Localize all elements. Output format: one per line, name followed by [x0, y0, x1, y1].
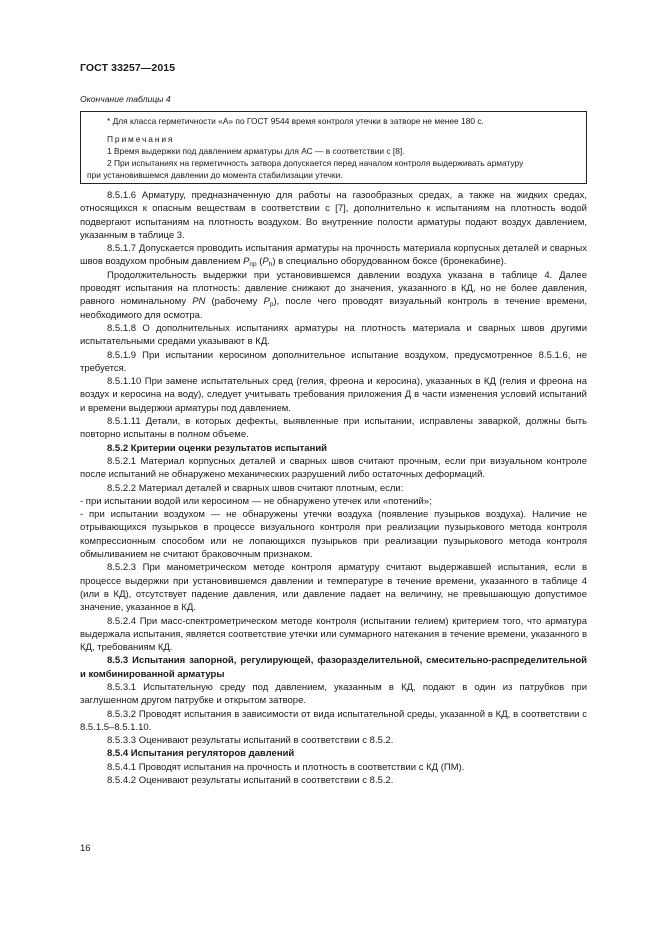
section-heading-8-5-4: 8.5.4 Испытания регуляторов давлений	[107, 748, 295, 760]
paragraph-8-5-1-7: 8.5.1.7 Допускается проводить испытания арматуры на прочность материала корпусных деталей и сварных швов воздухом пробным давлением $P_{пр}$ $(P_h)$ в специально оборудованном боксе (бронекабине).	[80, 243, 587, 269]
paragraph-8-5-2-1: 8.5.2.1 Материал корпусных деталей и сварных швов считают прочным, если при визуальном контроле после испытаний не обнаружено механических разрушений либо остаточных деформаций.	[80, 455, 587, 481]
notes-title: Примечания	[107, 134, 175, 144]
paragraph-8-5-4-1: 8.5.4.1 Проводят испытания на прочность и плотность в соответствии с КД (ПМ).	[107, 761, 465, 773]
paragraph-8-5-3-2: 8.5.3.2 Проводят испытания в зависимости от вида испытательной среды, указанной в КД, в соответствии с 8.5.1.5–8.5.1.10.	[80, 708, 587, 733]
paragraph-8-5-1-9: 8.5.1.9 При испытании керосином дополнительное испытание воздухом, предусмотренное 8.5.1.6, не требуется.	[80, 349, 587, 374]
table-footnote: * Для класса герметичности «А» по ГОСТ 9544 время контроля утечки в затворе не менее 180 с.	[107, 116, 484, 126]
page-number: 16	[80, 843, 91, 854]
paragraph-8-5-3-3: 8.5.3.3 Оценивают результаты испытаний в соответствии с 8.5.2.	[107, 735, 394, 747]
paragraph-8-5-1-11: 8.5.1.11 Детали, в которых дефекты, выявленные при испытании, исправлены заваркой, должны быть повторно испытаны в полном объеме.	[80, 416, 587, 441]
paragraph-8-5-2-2: 8.5.2.2 Материал деталей и сварных швов считают плотным, если:	[107, 482, 404, 494]
paragraph-8-5-1-8: 8.5.1.8 О дополнительных испытаниях арматуры на плотность материала и сварных швов другими испытательными средами указывают в КД.	[80, 322, 587, 348]
paragraph-8-5-1-6: 8.5.1.6 Арматуру, предназначенную для работы на газообразных средах, а также на жидких средах, относящихся к опасным веществам в соответствии с [7], дополнительно к испытаниям на плотность водой подвергают испытаниям на плотность воздухом. Во внутренние полости арматуры подают воздух давлением, указанным в таблице 3.	[80, 190, 587, 241]
note-2-line-2: при установившемся давлении до момента стабилизации утечки.	[87, 170, 343, 180]
note-1: 1 Время выдержки под давлением арматуры для АС — в соответствии с [8].	[107, 146, 405, 156]
table-notes-box	[80, 111, 587, 184]
paragraph-8-5-1-7-duration: Продолжительность выдержки при установившемся давлении воздуха указана в таблице 4. Далее проводят испытания на плотность: давление снижают до значения, указанного в КД, но не более давления, равного номинальному PN (рабочему $P_р$), после чего проводят визуальный контроль в течение времени, необходимого для осмотра.	[80, 269, 587, 321]
section-heading-8-5-2: 8.5.2 Критерии оценки результатов испытаний	[107, 442, 328, 454]
paragraph-8-5-1-10: 8.5.1.10 При замене испытательных сред (гелия, фреона и керосина), указанных в КД (гелия и фреона на воздух и керосина на воду), следует учитывать требования приложения Д в части изменения условий испытаний и времени выдержки арматуры под давлением.	[80, 376, 587, 414]
note-2-line-1: 2 При испытаниях на герметичность затвора допускается перед началом контроля выдерживать арматуру	[107, 158, 524, 168]
document-body	[80, 189, 587, 787]
list-item-water-kerosene: - при испытании водой или керосином — не обнаружено утечек или «потений»;	[80, 495, 432, 507]
paragraph-8-5-3-1: 8.5.3.1 Испытательную среду под давлением, указанным в КД, подают в один из патрубков при заглушенном другом патрубке и открытом затворе.	[80, 681, 587, 707]
paragraph-8-5-2-4: 8.5.2.4 При масс-спектрометрическом методе контроля (испытании гелием) критерием того, что арматура выдержала испытания, является соответствие утечки или суммарного натекания в течение времени, указанного в КД, требованиям КД.	[80, 615, 587, 654]
table-caption: Окончание таблицы 4	[80, 94, 171, 104]
paragraph-8-5-4-2: 8.5.4.2 Оценивают результаты испытаний в соответствии с 8.5.2.	[107, 775, 394, 787]
paragraph-8-5-2-3: 8.5.2.3 При манометрическом методе контроля арматуру считают выдержавшей испытания, если в процессе выдержки при установившемся давлении и температуре в течение времени, указанного в таблице 4 (или в КД), отсутствует падение давления, или давление падает на величину, не превышающую допустимое значение, указанное в КД.	[80, 562, 587, 614]
section-heading-8-5-3: 8.5.3 Испытания запорной, регулирующей, фазоразделительной, смесительно-распределительной и комбинированной арматуры	[80, 655, 587, 680]
document-header: ГОСТ 33257—2015	[80, 62, 176, 74]
list-item-air: - при испытании воздухом — не обнаружены утечки воздуха (появление пузырьков воздуха). Наличие не отрывающихся пузырьков в процессе визуального контроля при реализации пузырькового метода контроля компрессионным способом или не лопающихся пузырьков при реализации пузырькового метода контроля обмыливанием не считают браковочным признаком.	[80, 509, 587, 561]
